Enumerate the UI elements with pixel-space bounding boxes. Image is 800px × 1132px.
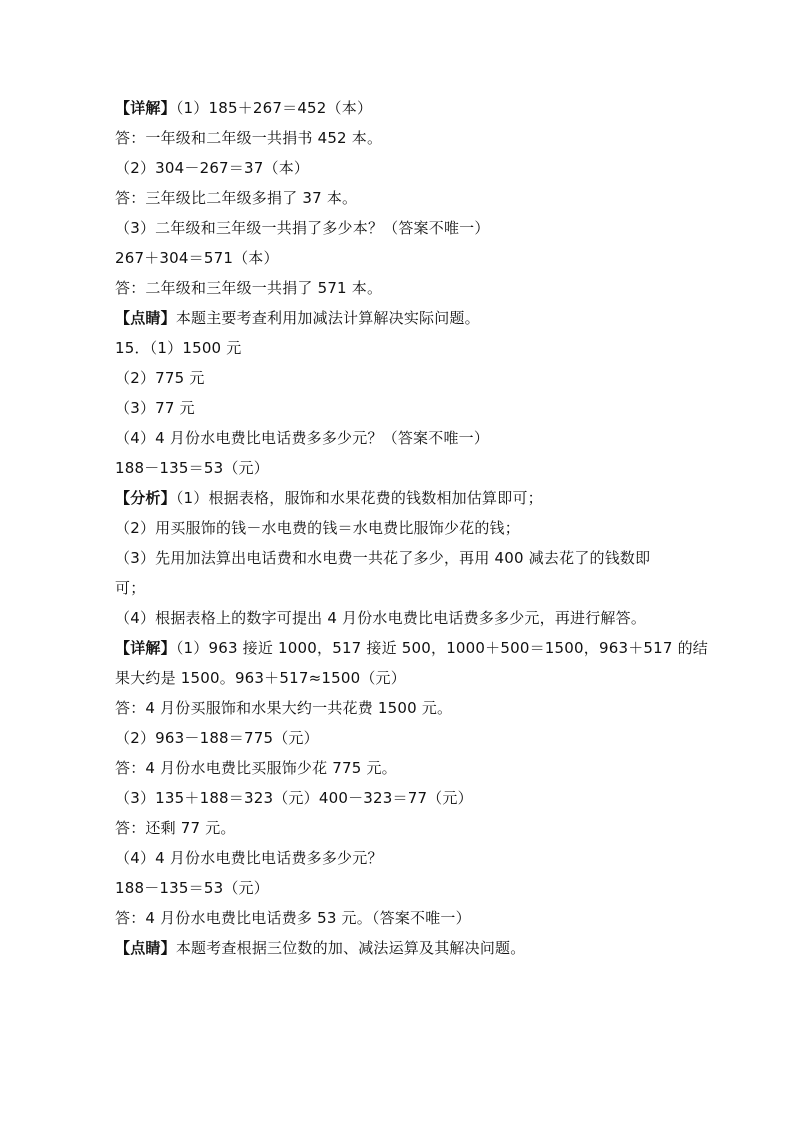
section-tag-comment: 【点睛】 [115,309,176,327]
text-line [115,843,695,873]
line-text: 答：4 月份水电费比电话费多 53 元。（答案不唯一） [115,909,471,927]
text-line [115,783,695,813]
line-text: （4）根据表格上的数字可提出 4 月份水电费比电话费多多少元，再进行解答。 [115,609,647,627]
text-line [115,153,695,183]
text-line [115,363,695,393]
text-line [115,303,695,333]
line-text: 267＋304＝571（本） [115,249,279,267]
line-text: 本题考查根据三位数的加、减法运算及其解决问题。 [175,939,526,957]
text-line [115,93,695,123]
text-line [115,513,695,543]
line-text: 果大约是 1500。963＋517≈1500（元） [115,669,406,687]
line-text: 答：一年级和二年级一共捐书 452 本。 [115,129,383,147]
text-line [115,213,695,243]
text-line [115,873,695,903]
section-tag-comment: 【点睛】 [115,939,176,957]
line-text: 188－135＝53（元） [115,879,269,897]
section-tag-analysis: 【分析】 [115,489,176,507]
text-line [115,273,695,303]
text-line [115,753,695,783]
text-line [115,603,695,633]
line-text: （3）135＋188＝323（元）400－323＝77（元） [115,789,473,807]
line-text: 本题主要考查利用加减法计算解决实际问题。 [175,309,480,327]
text-line [115,333,695,363]
text-line [115,423,695,453]
text-line [115,573,695,603]
text-line [115,903,695,933]
section-tag-detail: 【详解】 [115,639,176,657]
text-line [115,633,709,663]
text-line [115,693,695,723]
text-line [115,393,695,423]
line-text: （4）4 月份水电费比电话费多多少元？ [115,849,383,867]
line-text: 答：三年级比二年级多捐了 37 本。 [115,189,358,207]
text-line [115,483,695,513]
line-text: 答：4 月份买服饰和水果大约一共花费 1500 元。 [115,699,453,717]
line-text: 可； [115,579,146,597]
text-line [115,663,695,693]
line-text: （3）77 元 [115,399,195,417]
text-line [115,933,695,963]
line-text: 答：还剩 77 元。 [115,819,236,837]
line-text: （2）304－267＝37（本） [115,159,310,177]
line-text: 188－135＝53（元） [115,459,269,477]
line-text: （1）根据表格，服饰和水果花费的钱数相加估算即可； [175,489,543,507]
line-text: （3）先用加法算出电话费和水电费一共花了多少，再用 400 减去花了的钱数即 [115,549,651,567]
line-text: （2）用买服饰的钱－水电费的钱＝水电费比服饰少花的钱； [115,519,520,537]
text-line [115,123,695,153]
text-line [115,813,695,843]
line-text: （2）775 元 [115,369,205,387]
line-text: （4）4 月份水电费比电话费多多少元？（答案不唯一） [115,429,490,447]
line-text: （2）963－188＝775（元） [115,729,319,747]
text-line [115,243,695,273]
line-text: （1）185＋267＝452（本） [175,99,373,117]
text-line [115,453,695,483]
line-text: （3）二年级和三年级一共捐了多少本？（答案不唯一） [115,219,490,237]
text-line [115,543,695,573]
text-line [115,723,695,753]
section-tag-detail: 【详解】 [115,99,176,117]
document-body [115,93,709,963]
line-text: 15．（1）1500 元 [115,339,242,357]
line-text: 答：4 月份水电费比买服饰少花 775 元。 [115,759,397,777]
line-text: 答：二年级和三年级一共捐了 571 本。 [115,279,383,297]
text-line [115,183,695,213]
line-text: （1）963 接近 1000，517 接近 500，1000＋500＝1500，963＋517 的结 [175,639,709,657]
